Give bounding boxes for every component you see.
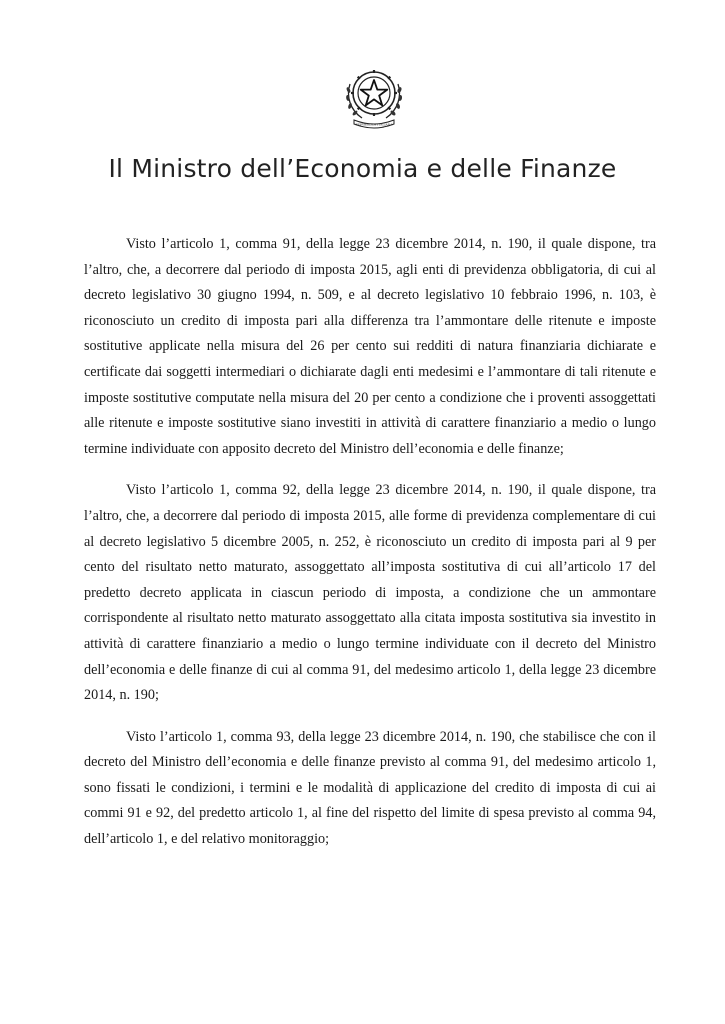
document-body	[84, 232, 656, 869]
paragraph-comma-93: Visto l’articolo 1, comma 93, della legge 23 dicembre 2014, n. 190, che stabilisce che con il decreto del Ministro dell’economia e delle finanze previsto al comma 91, del medesimo articolo 1, sono fissati le condizioni, i termini e le modalità di applicazione del credito di imposta di cui ai commi 91 e 92, del predetto articolo 1, al fine del rispetto del limite di spesa previsto al comma 94, dell’articolo 1, e del relativo monitoraggio;	[84, 728, 656, 848]
italian-republic-emblem-icon	[338, 60, 410, 132]
svg-text:REPVBBLICA ITALIANA: REPVBBLICA ITALIANA	[355, 122, 393, 127]
page-title: Il Ministro dell’Economia e delle Finanze	[108, 154, 617, 183]
paragraph-comma-91: Visto l’articolo 1, comma 91, della legge 23 dicembre 2014, n. 190, il quale dispone, tra l’altro, che, a decorrere dal periodo di imposta 2015, agli enti di previdenza obbligatoria, di cui al decreto legislativo 30 giugno 1994, n. 509, e al decreto legislativo 10 febbraio 1996, n. 103, è riconosciuto un credito di imposta pari alla differenza tra l’ammontare delle ritenute e imposte sostitutive applicate nella misura del 26 per cento sui redditi di natura finanziaria dichiarate e certificate dai soggetti intermediari o dichiarate dagli enti medesimi e l’ammontare di tali ritenute e imposte sostitutive computate nella misura del 20 per cento a condizione che i proventi assoggettati alle ritenute e imposte sostitutive siano investiti in attività di carattere finanziario a medio o lungo termine individuate con apposito decreto del Ministro dell’economia e delle finanze;	[84, 236, 656, 457]
paragraph-comma-92: Visto l’articolo 1, comma 92, della legge 23 dicembre 2014, n. 190, il quale dispone, tra l’altro, che, a decorrere dal periodo di imposta 2015, alle forme di previdenza complementare di cui al decreto legislativo 5 dicembre 2005, n. 252, è riconosciuto un credito di imposta pari al 9 per cento del risultato netto maturato, assoggettato all’imposta sostitutiva di cui all’articolo 17 del predetto decreto applicata in ciascun periodo di imposta, a condizione che un ammontare corrispondente al risultato netto maturato assoggettato alla citata imposta sostitutiva sia investito in attività di carattere finanziario a medio o lungo termine individuate con il decreto del Ministro dell’economia e delle finanze di cui al comma 91, del medesimo articolo 1, della legge 23 dicembre 2014, n. 190;	[84, 482, 656, 704]
